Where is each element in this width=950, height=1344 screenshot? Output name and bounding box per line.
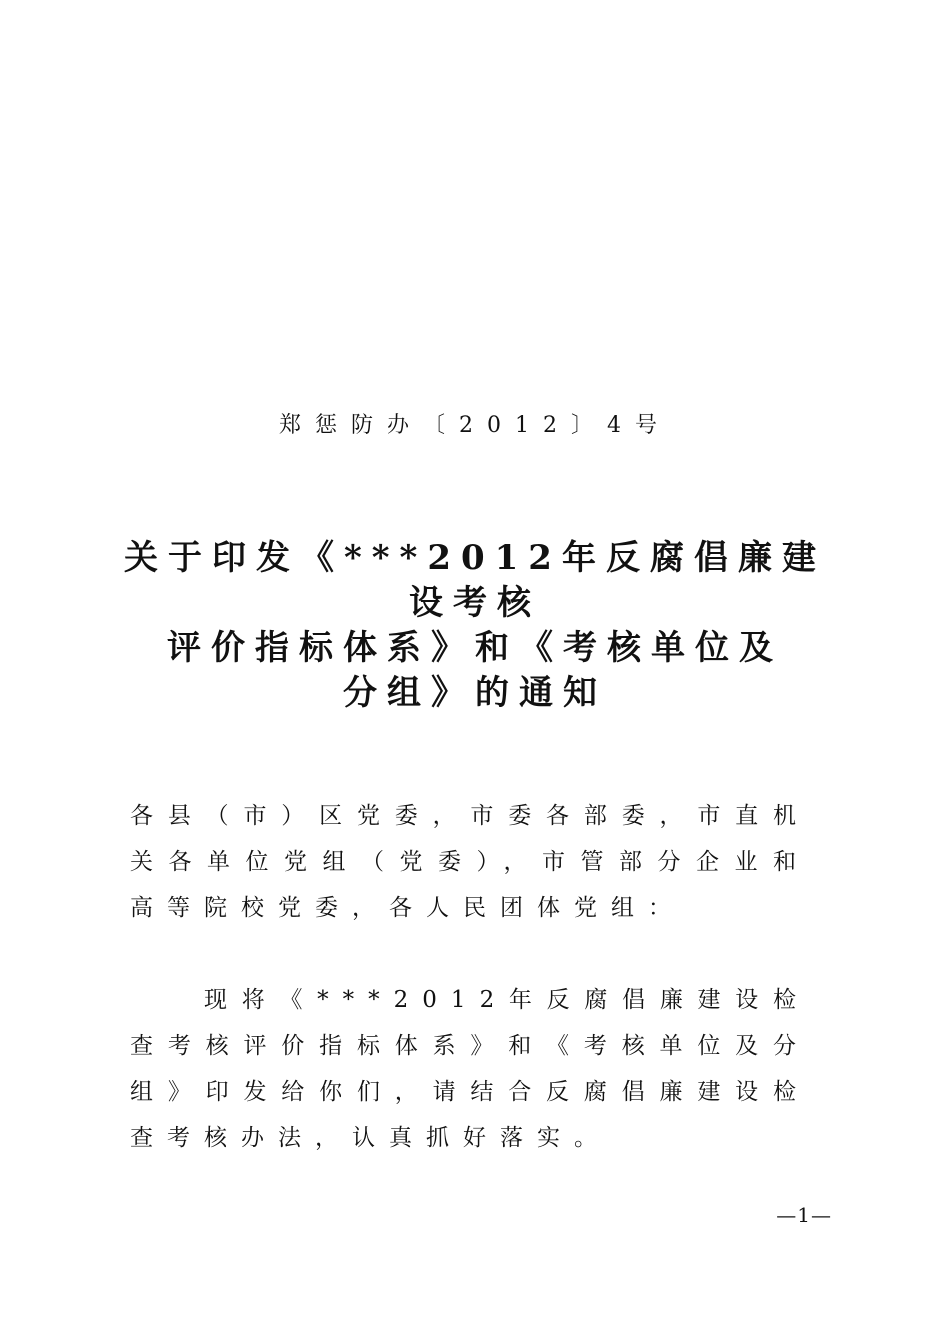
page-number: —1— (776, 1203, 832, 1227)
title-line-2: 设考核 (409, 583, 541, 623)
document-title (120, 536, 830, 716)
body-paragraph: 现将《***2012年反腐倡廉建设检查考核评价指标体系》和《考核单位及分组》印发给你们，请结合反腐倡廉建设检查考核办法，认真抓好落实。 (130, 987, 810, 1151)
document-number: 郑惩防办〔2012〕4号 (279, 413, 671, 438)
title-line-1: 关于印发《***2012年反腐倡廉建 (124, 538, 826, 578)
salutation-paragraph: 各县（市）区党委，市委各部委，市直机关各单位党组（党委），市管部分企业和高等院校党委，各人民团体党组： (130, 803, 810, 921)
title-line-4: 分组》的通知 (343, 673, 607, 713)
title-line-3: 评价指标体系》和《考核单位及 (167, 628, 783, 668)
